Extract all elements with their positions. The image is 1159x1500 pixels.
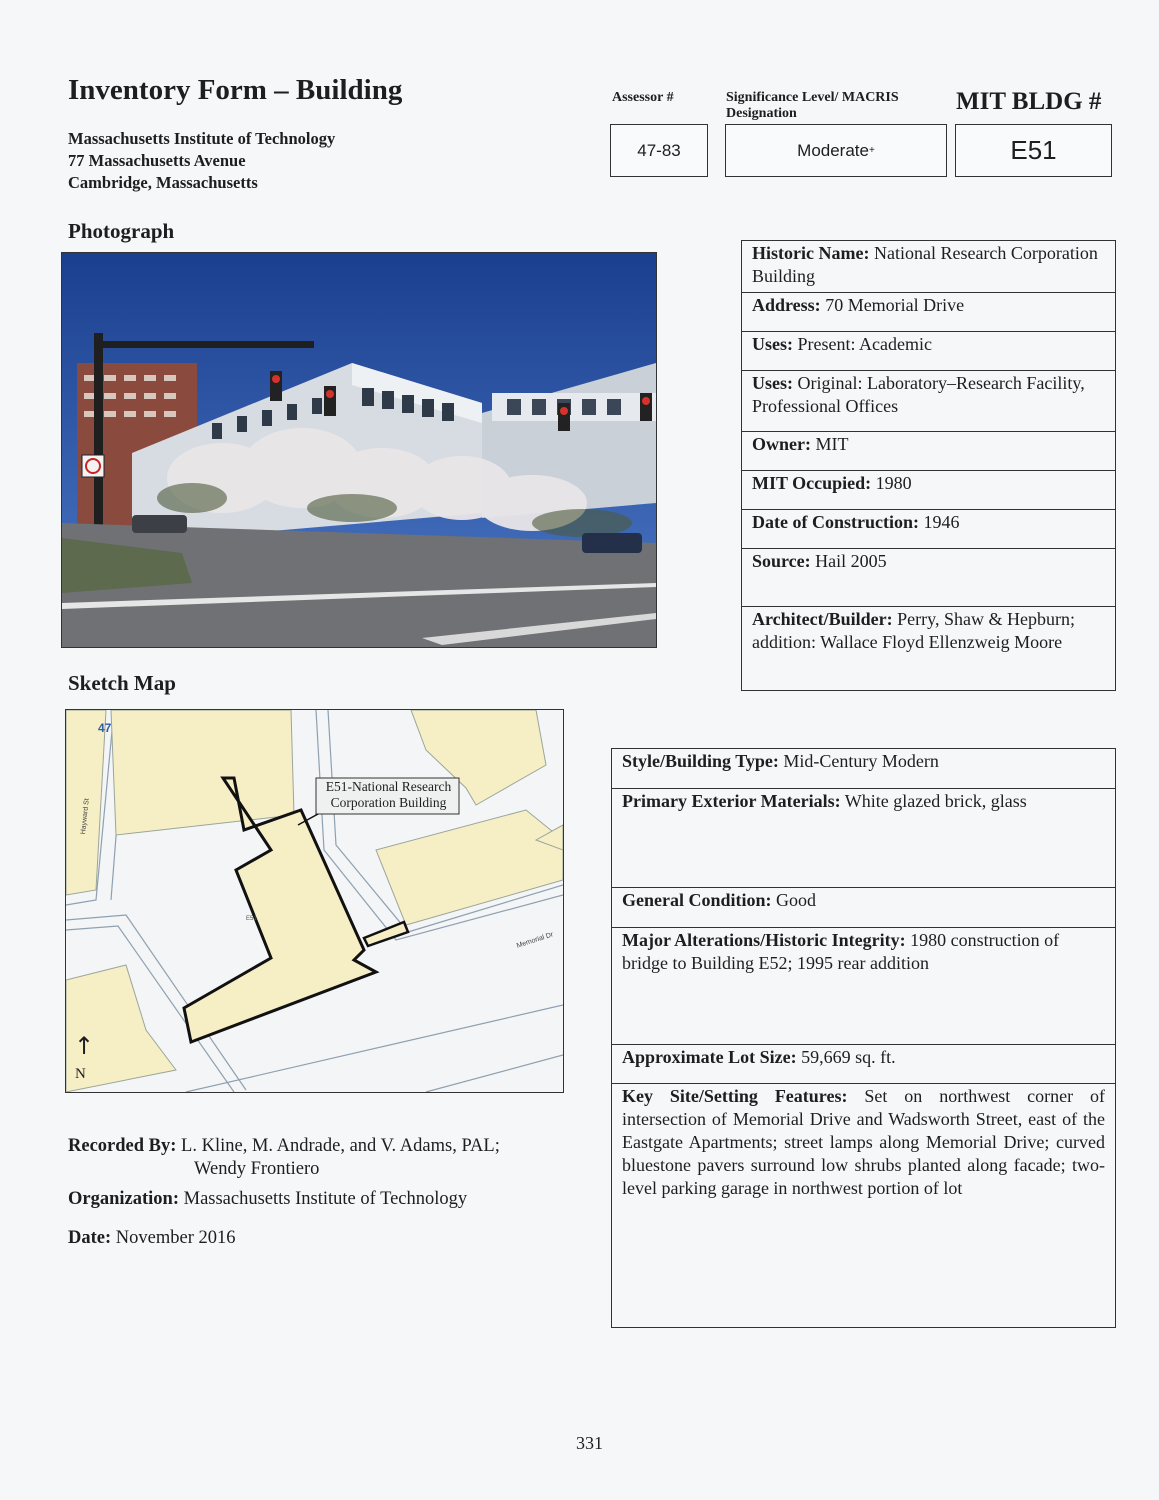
field-cell	[612, 1045, 1116, 1084]
field-row	[612, 789, 1116, 888]
date	[68, 1227, 236, 1250]
field-label: Date of Construction:	[752, 512, 919, 532]
map-callout-line: Corporation Building	[330, 795, 447, 810]
page-title: Inventory Form – Building	[68, 74, 403, 106]
bldg-value: E51	[1010, 135, 1057, 165]
field-cell	[612, 789, 1116, 888]
institution-line: 77 Massachusetts Avenue	[68, 151, 246, 170]
field-label: Uses:	[752, 373, 793, 393]
field-label: Source:	[752, 551, 811, 571]
field-value: White glazed brick, glass	[844, 791, 1027, 811]
map-callout	[318, 779, 459, 811]
page-number: 331	[576, 1433, 603, 1453]
field-cell	[742, 293, 1116, 332]
field-cell	[742, 371, 1116, 432]
field-row	[742, 510, 1116, 549]
field-value: 1980 construction of bridge to Building E52; 1995 rear addition	[622, 930, 1060, 973]
sketch-map-heading: Sketch Map	[68, 671, 176, 695]
field-row	[742, 549, 1116, 607]
field-cell	[742, 607, 1116, 691]
institution-address	[68, 128, 335, 194]
sketch-map	[65, 709, 564, 1093]
assessor-value: 47-83	[637, 140, 681, 160]
significance-label-line: Designation	[726, 106, 797, 121]
field-cell	[742, 241, 1116, 293]
field-cell	[742, 332, 1116, 371]
field-value: 59,669 sq. ft.	[801, 1047, 896, 1067]
field-value: 70 Memorial Drive	[825, 295, 965, 315]
recorded-value-line2: Wendy Frontiero	[194, 1159, 320, 1179]
institution-line: Cambridge, Massachusetts	[68, 173, 258, 192]
field-label: General Condition:	[622, 890, 772, 910]
field-value: Perry, Shaw & Hepburn; addition: Wallace Floyd Ellenzweig Moore	[752, 609, 1075, 652]
date-label: Date:	[68, 1228, 112, 1248]
field-cell	[612, 888, 1116, 928]
bldg-label: MIT BLDG #	[956, 88, 1102, 115]
building-details-table	[611, 748, 1116, 1328]
organization-value: Massachusetts Institute of Technology	[183, 1189, 468, 1209]
significance-sup: +	[868, 145, 875, 156]
field-label: MIT Occupied:	[752, 473, 872, 493]
field-label: Architect/Builder:	[752, 609, 893, 629]
building-photograph	[61, 252, 657, 648]
field-cell	[742, 549, 1116, 607]
assessor-value-box	[610, 124, 708, 177]
field-label: Approximate Lot Size:	[622, 1047, 797, 1067]
field-row	[742, 371, 1116, 432]
photograph-heading: Photograph	[68, 219, 175, 243]
field-label: Style/Building Type:	[622, 751, 779, 771]
bldg-value-box	[955, 124, 1112, 177]
field-cell	[612, 1084, 1116, 1328]
svg-text:E51: E51	[246, 916, 257, 922]
field-value: 1980	[875, 473, 912, 493]
recorded-by	[68, 1135, 500, 1181]
field-value: Present: Academic	[797, 334, 932, 354]
map-illustration	[66, 710, 563, 1092]
map-callout-line: E51-National Research	[325, 779, 452, 794]
field-label: Uses:	[752, 334, 793, 354]
field-cell	[742, 471, 1116, 510]
field-value: Set on northwest corner of intersection of Memorial Drive and Wadsworth Street, east of the Eastgate Apartments; street lamps along Memorial Drive; curved bluestone pavers surround low shrubs planted along facade; two-level parking garage in northwest portion of lot	[622, 1086, 1106, 1198]
field-value: Original: Laboratory–Research Facility, Professional Offices	[752, 373, 1085, 416]
field-row	[742, 471, 1116, 510]
organization-label: Organization:	[68, 1189, 179, 1209]
field-value: National Research Corporation Building	[752, 243, 1098, 286]
field-row	[612, 749, 1116, 789]
map-block-number: 47	[98, 721, 112, 735]
field-label: Address:	[752, 295, 821, 315]
significance-value-box	[725, 124, 947, 177]
field-label: Major Alterations/Historic Integrity:	[622, 930, 906, 950]
field-cell	[612, 749, 1116, 789]
map-street-south: Memorial Dr	[515, 931, 555, 950]
field-row	[742, 241, 1116, 293]
organization	[68, 1188, 467, 1211]
map-street-west: Hayward St	[80, 798, 91, 835]
field-row	[742, 293, 1116, 332]
field-label: Owner:	[752, 434, 811, 454]
field-value: MIT	[815, 434, 849, 454]
field-value: Hail 2005	[815, 551, 887, 571]
date-value: November 2016	[115, 1228, 236, 1248]
north-label: N	[75, 1066, 86, 1082]
building-info-table	[741, 240, 1116, 691]
field-row	[612, 888, 1116, 928]
field-row	[742, 332, 1116, 371]
field-row	[612, 1084, 1116, 1328]
field-cell	[742, 432, 1116, 471]
field-row	[612, 1045, 1116, 1084]
field-value: Mid-Century Modern	[783, 751, 939, 771]
field-cell	[742, 510, 1116, 549]
field-label: Historic Name:	[752, 243, 870, 263]
field-cell	[612, 928, 1116, 1045]
field-value: Good	[776, 890, 817, 910]
field-value: 1946	[923, 512, 960, 532]
field-label: Key Site/Setting Features:	[622, 1086, 848, 1106]
field-row	[612, 928, 1116, 1045]
photo-illustration	[62, 253, 656, 647]
recorded-value: L. Kline, M. Andrade, and V. Adams, PAL;	[181, 1136, 500, 1156]
field-label: Primary Exterior Materials:	[622, 791, 841, 811]
north-arrow-icon: ↑	[74, 1032, 95, 1060]
institution-line: Massachusetts Institute of Technology	[68, 129, 336, 148]
significance-label-line: Significance Level/ MACRIS	[726, 90, 899, 105]
recorded-label: Recorded By:	[68, 1136, 177, 1156]
assessor-label: Assessor #	[612, 90, 674, 105]
field-row	[742, 432, 1116, 471]
significance-value: Moderate	[797, 140, 869, 160]
field-row	[742, 607, 1116, 691]
significance-label	[726, 90, 899, 122]
